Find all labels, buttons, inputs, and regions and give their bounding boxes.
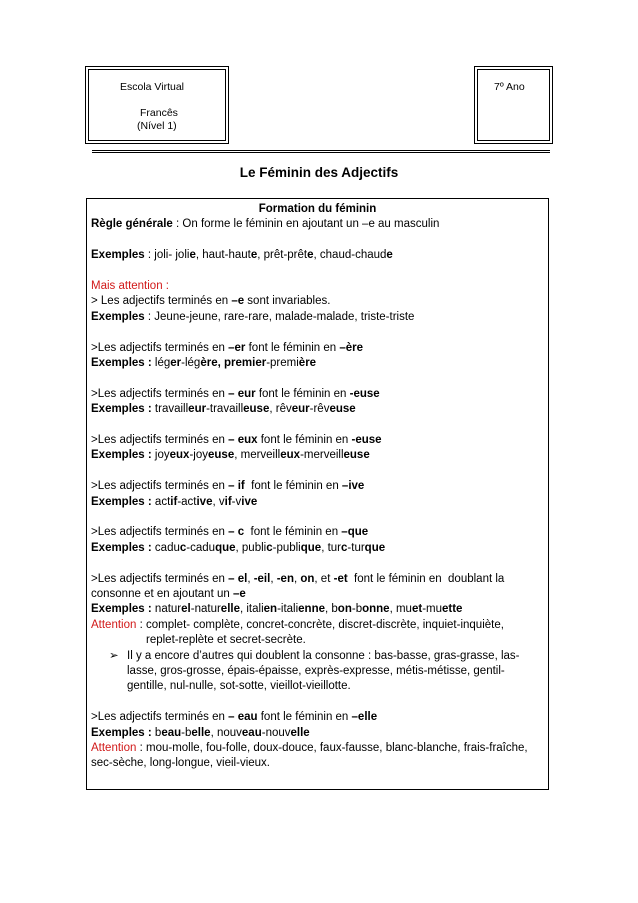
rule-ending: – c	[228, 526, 245, 539]
ex-ending: que	[364, 541, 386, 554]
rule-ending: -euse	[349, 387, 380, 400]
ex-text: -v	[231, 495, 242, 508]
school-name: Escola Virtual	[120, 81, 185, 93]
examples-er	[91, 356, 544, 371]
examples-general	[91, 248, 544, 263]
ex-ending: euse	[329, 403, 356, 416]
ex-ending: ive	[241, 495, 258, 508]
ex-ending: el	[181, 603, 191, 616]
rule-text: font le féminin en	[244, 526, 342, 539]
rule-ending: –elle	[351, 711, 378, 724]
ex-text: , publi	[235, 541, 267, 554]
level-label: (Nível 1)	[137, 120, 177, 132]
ex-text: -joy	[189, 449, 208, 462]
ex-ending: que	[215, 541, 236, 554]
rule-if	[91, 479, 544, 494]
bullet-text: Il y a encore d’autres qui doublent la consonne : bas-basse, gras-grasse, las-	[127, 649, 520, 662]
rule-er	[91, 341, 544, 356]
ex-text: -natur	[190, 603, 221, 616]
attention-label: Attention	[91, 742, 137, 755]
rule-ending: – el	[228, 572, 248, 585]
rule-text: ,	[247, 572, 254, 585]
ex-text: -lég	[181, 357, 201, 370]
ex-ending: en	[263, 603, 278, 616]
ex-ending: ive	[196, 495, 213, 508]
ex-text: , tur	[321, 541, 342, 554]
examples-label: Exemples :	[91, 357, 152, 370]
rule-text: >Les adjectifs terminés en	[91, 341, 229, 354]
rule-ending: – eux	[228, 434, 258, 447]
examples-c	[91, 541, 544, 556]
examples-double	[91, 602, 544, 617]
ex-text: -merveill	[300, 449, 344, 462]
rule-text: >Les adjectifs terminés en	[91, 711, 229, 724]
rule-ending: -euse	[351, 434, 382, 447]
examples-sep: :	[144, 249, 155, 262]
rule-ending: –er	[228, 341, 246, 354]
rule-ending: -et	[333, 572, 348, 585]
rule-text: font le féminin en doublant la	[347, 572, 505, 585]
ex-text: -rêv	[309, 403, 330, 416]
rule-text: font le féminin en	[245, 341, 340, 354]
rule-text: , et	[314, 572, 334, 585]
ex-ending: if	[170, 495, 178, 508]
rule-ending: – if	[228, 480, 245, 493]
ex-text: -publi	[272, 541, 301, 554]
examples-label: Exemples :	[91, 403, 152, 416]
examples-eau	[91, 726, 544, 741]
ex-ending: euse	[208, 449, 235, 462]
ex-ending: ère	[298, 357, 317, 370]
ex-text: , rêv	[269, 403, 292, 416]
rule-ending: –e	[232, 588, 246, 601]
ex-text: b	[151, 726, 162, 739]
ex-text: natur	[151, 603, 182, 616]
ex-ending: e	[250, 249, 258, 262]
examples-label: Exemples :	[91, 726, 152, 739]
ex-text: , prêt-prêt	[257, 249, 308, 262]
ex-text: -mu	[422, 603, 442, 616]
ex-text: , chaud-chaud	[313, 249, 387, 262]
ex-ending: c	[266, 541, 273, 554]
ex-ending: euse	[243, 403, 270, 416]
rule-general	[91, 217, 544, 232]
attention-label: Mais attention :	[91, 280, 169, 292]
rule-ending: –que	[341, 526, 369, 539]
bullet-text-cont: lasse, gros-grosse, épais-épaisse, exprès-expresse, métis-métisse, gentil-	[127, 665, 505, 678]
ex-text: , itali	[239, 603, 264, 616]
ex-ending: onne	[362, 603, 390, 616]
examples-label: Exemples :	[91, 603, 152, 616]
rule-e	[91, 294, 544, 309]
header-left-box	[85, 66, 229, 144]
rule-ending: -en	[276, 572, 294, 585]
ex-ending: eux	[169, 449, 190, 462]
ex-text: -nouv	[261, 726, 291, 739]
ex-ending: euse	[343, 449, 370, 462]
rule-text: font le féminin en	[244, 480, 342, 493]
ex-ending: on	[337, 603, 352, 616]
attention-eau	[91, 741, 544, 756]
rule-double-cont	[91, 587, 544, 602]
rule-ending: –e	[231, 295, 245, 308]
ex-ending: c	[179, 541, 187, 554]
rule-text: font le féminin en	[257, 434, 352, 447]
ex-text: cadu	[151, 541, 180, 554]
ex-text: , merveill	[234, 449, 281, 462]
attention-text: : complet- complète, concret-concrète, discret-discrète, inquiet-inquiète,	[136, 618, 504, 631]
ex-text: , haut-haut	[195, 249, 251, 262]
bullet-item	[91, 649, 544, 664]
ex-text: travaill	[151, 403, 189, 416]
rule-text: >Les adjectifs terminés en	[91, 480, 229, 493]
examples-e	[91, 310, 544, 325]
ex-ending: ère,	[200, 357, 221, 370]
ex-ending: eau	[241, 726, 262, 739]
rule-eux	[91, 433, 544, 448]
ex-ending: elle	[220, 603, 240, 616]
rule-text: >Les adjectifs terminés en	[91, 572, 229, 585]
ex-text: -travaill	[206, 403, 244, 416]
header-divider	[92, 150, 550, 153]
ex-ending: eux	[280, 449, 301, 462]
ex-ending: c	[341, 541, 348, 554]
ex-text: lég	[151, 357, 171, 370]
ex-text: , nouv	[210, 726, 242, 739]
ex-text: -premi	[266, 357, 299, 370]
examples-label: Exemples :	[91, 541, 152, 554]
attention-text: : mou-molle, fou-folle, doux-douce, faux-fausse, blanc-blanche, frais-fraîche,	[136, 742, 528, 755]
rule-text: consonne et en ajoutant un	[91, 588, 233, 601]
ex-ending: eau	[161, 726, 182, 739]
ex-text: joli- joli	[154, 249, 190, 262]
ex-ending: if	[224, 495, 232, 508]
ex-ending: e	[307, 249, 314, 262]
rule-eau	[91, 710, 544, 725]
attention-double-cont: replet-replète et secret-secrète.	[146, 634, 306, 647]
examples-eur	[91, 402, 544, 417]
ex-ending: que	[300, 541, 322, 554]
rule-ending: –ive	[341, 480, 365, 493]
examples-eux	[91, 448, 544, 463]
attention-label: Attention	[91, 618, 137, 631]
examples-label: Exemples	[91, 249, 145, 262]
rule-general-text: : On forme le féminin en ajoutant un –e au masculin	[172, 218, 440, 231]
ex-ending: eur	[291, 403, 310, 416]
ex-text: act	[151, 495, 171, 508]
rule-general-label: Règle générale	[91, 218, 173, 231]
rule-text: ,	[270, 572, 277, 585]
grade-label: 7º Ano	[494, 81, 525, 93]
rule-ending: –ère	[339, 341, 364, 354]
ex-text: -itali	[277, 603, 299, 616]
rule-text: sont invariables.	[244, 295, 331, 308]
rule-text: > Les adjectifs terminés en	[91, 295, 232, 308]
rules-box	[86, 198, 549, 790]
examples-if	[91, 495, 544, 510]
rule-ending: – eau	[228, 711, 258, 724]
attention-eau-cont: sec-sèche, long-longue, vieil-vieux.	[91, 757, 270, 770]
rule-text: font le féminin en	[255, 387, 350, 400]
rule-ending: on	[300, 572, 315, 585]
ex-ending: et	[411, 603, 423, 616]
ex-ending: elle	[191, 726, 211, 739]
examples-label: Exemples	[91, 310, 145, 323]
rule-text: ,	[293, 572, 301, 585]
rule-eur	[91, 387, 544, 402]
examples-label: Exemples :	[91, 495, 152, 508]
header-right-inner-border	[477, 69, 550, 141]
arrow-bullet-icon: ➢	[109, 649, 119, 662]
rule-text: >Les adjectifs terminés en	[91, 526, 229, 539]
ex-ending: ette	[442, 603, 463, 616]
ex-text: , mu	[389, 603, 412, 616]
rule-text: font le féminin en	[257, 711, 352, 724]
ex-text: -b	[181, 726, 192, 739]
ex-text: -tur	[347, 541, 365, 554]
examples-label: Exemples :	[91, 449, 152, 462]
rule-c	[91, 525, 544, 540]
bullet-text-cont: gentille, nul-nulle, sot-sotte, vieillot-vieillotte.	[127, 680, 351, 693]
ex-text: , b	[325, 603, 338, 616]
ex-text: -act	[177, 495, 197, 508]
rule-text: >Les adjectifs terminés en	[91, 434, 229, 447]
ex-ending: e	[386, 249, 393, 262]
rule-ending: – eur	[228, 387, 256, 400]
ex-text: premi	[220, 357, 256, 370]
subject-name: Francês	[140, 107, 178, 119]
ex-ending: eur	[188, 403, 207, 416]
rule-text: >Les adjectifs terminés en	[91, 387, 229, 400]
ex-text: -b	[351, 603, 363, 616]
ex-text: : Jeune-jeune, rare-rare, malade-malade, triste-triste	[144, 310, 415, 323]
ex-text: , v	[212, 495, 225, 508]
header-right-box	[474, 66, 553, 144]
section-title: Formation du féminin	[258, 203, 377, 215]
ex-ending: enne	[298, 603, 325, 616]
ex-ending: er	[170, 357, 182, 370]
page-title: Le Féminin des Adjectifs	[239, 165, 399, 180]
rule-ending: -eil	[253, 572, 271, 585]
rule-double	[91, 572, 544, 587]
attention-double	[91, 618, 544, 633]
ex-text: -cadu	[186, 541, 216, 554]
ex-ending: er	[255, 357, 267, 370]
ex-ending: e	[189, 249, 196, 262]
ex-ending: elle	[290, 726, 310, 739]
ex-text: joy	[151, 449, 170, 462]
